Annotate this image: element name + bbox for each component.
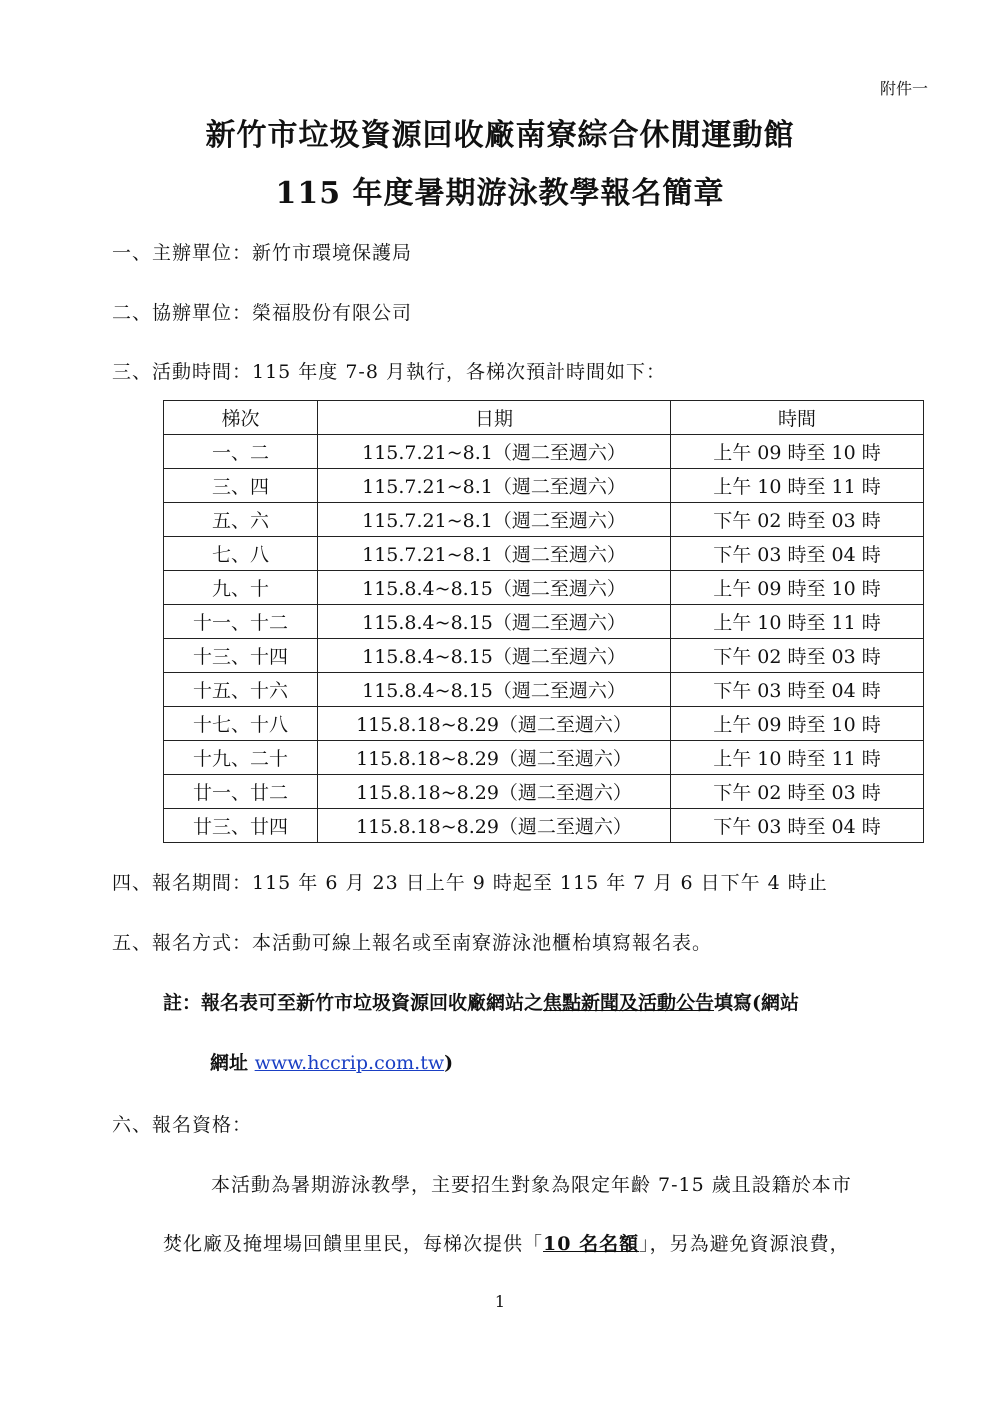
- note-suffix: 填寫(網站: [714, 992, 800, 1014]
- date-cell: 115.7.21~8.1（週二至週六）: [318, 503, 671, 537]
- website-link[interactable]: www.hccrip.com.tw: [254, 1052, 445, 1074]
- time-cell: 下午 03 時至 04 時: [671, 809, 924, 843]
- note-url-prefix: 網址: [210, 1052, 255, 1074]
- registration-period-line: 四、報名期間：115 年 6 月 23 日上午 9 時起至 115 年 7 月 6 日下午 4 時止: [112, 872, 828, 894]
- attachment-label: 附件一: [879, 79, 928, 98]
- table-row: [164, 503, 924, 537]
- session-cell: 九、十: [164, 571, 318, 605]
- table-row: [164, 605, 924, 639]
- session-cell: 三、四: [164, 469, 318, 503]
- schedule-header-row: [164, 401, 924, 435]
- table-row: [164, 741, 924, 775]
- header-session: 梯次: [164, 401, 318, 435]
- co-organizer-line: 二、協辦單位：榮福股份有限公司: [112, 302, 413, 324]
- date-cell: 115.8.4~8.15（週二至週六）: [318, 673, 671, 707]
- registration-method-line: 五、報名方式：本活動可線上報名或至南寮游泳池櫃枱填寫報名表。: [112, 932, 713, 954]
- time-cell: 下午 03 時至 04 時: [671, 537, 924, 571]
- session-cell: 十一、十二: [164, 605, 318, 639]
- session-cell: 十三、十四: [164, 639, 318, 673]
- eligibility-paragraph-line-2: [163, 1229, 850, 1256]
- document-subtitle: 115 年度暑期游泳教學報名簡章: [275, 176, 725, 211]
- note-line-2: [210, 1048, 453, 1075]
- page-number: 1: [494, 1292, 506, 1311]
- time-cell: 上午 10 時至 11 時: [671, 605, 924, 639]
- eligibility-line2-prefix: 焚化廠及掩埋場回饋里里民，每梯次提供「: [163, 1233, 544, 1255]
- time-cell: 下午 02 時至 03 時: [671, 775, 924, 809]
- eligibility-line2-suffix: 」，另為避免資源浪費，: [639, 1233, 850, 1255]
- activity-time-line: 三、活動時間：115 年度 7-8 月執行，各梯次預計時間如下：: [112, 361, 666, 383]
- note-line-1: [163, 988, 799, 1015]
- session-cell: 十五、十六: [164, 673, 318, 707]
- table-row: [164, 775, 924, 809]
- table-row: [164, 537, 924, 571]
- note-url-suffix: ): [444, 1052, 454, 1074]
- header-time: 時間: [671, 401, 924, 435]
- table-row: [164, 435, 924, 469]
- session-cell: 廿三、廿四: [164, 809, 318, 843]
- date-cell: 115.8.4~8.15（週二至週六）: [318, 605, 671, 639]
- session-cell: 廿一、廿二: [164, 775, 318, 809]
- time-cell: 上午 09 時至 10 時: [671, 435, 924, 469]
- session-cell: 十九、二十: [164, 741, 318, 775]
- date-cell: 115.8.18~8.29（週二至週六）: [318, 809, 671, 843]
- session-cell: 七、八: [164, 537, 318, 571]
- session-cell: 十七、十八: [164, 707, 318, 741]
- date-cell: 115.8.18~8.29（週二至週六）: [318, 775, 671, 809]
- organizer-line: 一、主辦單位：新竹市環境保護局: [112, 242, 413, 264]
- eligibility-heading: 六、報名資格：: [112, 1114, 253, 1136]
- date-cell: 115.8.18~8.29（週二至週六）: [318, 741, 671, 775]
- eligibility-paragraph-line-1: 本活動為暑期游泳教學，主要招生對象為限定年齡 7-15 歲且設籍於本市: [211, 1174, 852, 1196]
- header-date: 日期: [318, 401, 671, 435]
- schedule-table: [163, 400, 924, 843]
- time-cell: 上午 09 時至 10 時: [671, 571, 924, 605]
- time-cell: 上午 10 時至 11 時: [671, 469, 924, 503]
- time-cell: 下午 02 時至 03 時: [671, 639, 924, 673]
- table-row: [164, 571, 924, 605]
- table-row: [164, 469, 924, 503]
- date-cell: 115.8.18~8.29（週二至週六）: [318, 707, 671, 741]
- date-cell: 115.7.21~8.1（週二至週六）: [318, 537, 671, 571]
- date-cell: 115.8.4~8.15（週二至週六）: [318, 571, 671, 605]
- document-title: 新竹市垃圾資源回收廠南寮綜合休閒運動館: [205, 118, 795, 153]
- table-row: [164, 809, 924, 843]
- time-cell: 上午 10 時至 11 時: [671, 741, 924, 775]
- time-cell: 上午 09 時至 10 時: [671, 707, 924, 741]
- note-prefix: 註：報名表可至新竹市垃圾資源回收廠網站之: [163, 992, 544, 1014]
- date-cell: 115.8.4~8.15（週二至週六）: [318, 639, 671, 673]
- time-cell: 下午 03 時至 04 時: [671, 673, 924, 707]
- note-underlined-section: 焦點新聞及活動公告: [543, 992, 715, 1014]
- time-cell: 下午 02 時至 03 時: [671, 503, 924, 537]
- quota-highlight: 10 名名額: [543, 1233, 640, 1255]
- session-cell: 一、二: [164, 435, 318, 469]
- date-cell: 115.7.21~8.1（週二至週六）: [318, 469, 671, 503]
- session-cell: 五、六: [164, 503, 318, 537]
- date-cell: 115.7.21~8.1（週二至週六）: [318, 435, 671, 469]
- table-row: [164, 673, 924, 707]
- table-row: [164, 707, 924, 741]
- table-row: [164, 639, 924, 673]
